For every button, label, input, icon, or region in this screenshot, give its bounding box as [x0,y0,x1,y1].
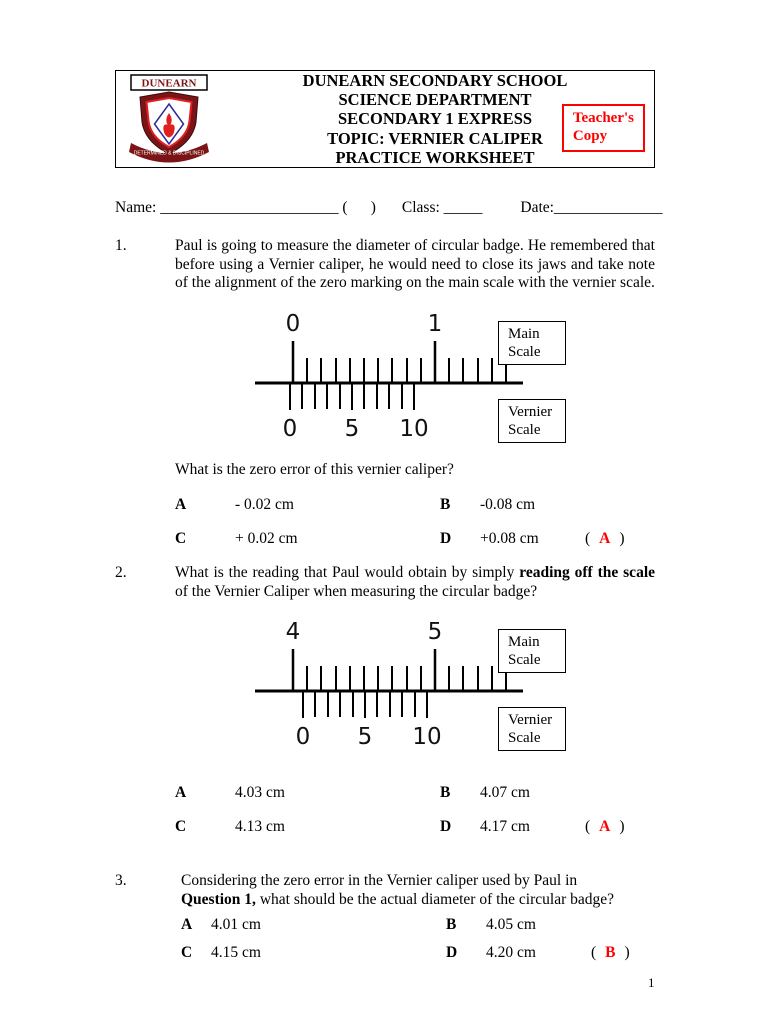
question-2-answer-indicator [585,817,655,836]
crest-motto: DETERMINED & DISCIPLINED [133,150,205,157]
option-c-label: C [175,818,187,835]
question-2-text-segment-2: of the Vernier Caliper when measuring the circular badge? [175,582,538,600]
option-b-label: B [440,784,451,801]
option-a-label: A [175,784,187,801]
school-name: DUNEARN SECONDARY SCHOOL [302,71,568,90]
option-b-value: -0.08 cm [480,496,536,513]
question-2-text [175,564,655,601]
main-scale-box-line2: Scale [508,652,541,668]
vernier-five-label: 5 [344,415,360,442]
question-3-text [181,872,655,909]
option-d-value: +0.08 cm [480,530,539,547]
worksheet-content [115,70,663,962]
option-b-label: B [440,496,451,513]
answer-letter: A [599,530,611,547]
vernier-zero-label: 0 [295,724,311,750]
option-c-value: 4.15 cm [211,944,261,961]
option-d-value: 4.20 cm [486,944,536,961]
main-scale-label-box [498,629,566,673]
page-number: 1 [648,975,655,990]
option-c-label: C [175,530,187,547]
options-spacer [591,915,655,934]
question-3-text-segment-2: what should be the actual diameter of the circular badge? [255,890,615,908]
answer-letter: B [605,944,616,961]
vernier-caliper-scale-drawing-1 [255,305,535,445]
option-a-value: 4.03 cm [235,784,285,801]
option-d-label: D [446,944,458,961]
header-box [115,70,655,168]
question-2-body [175,564,655,836]
question-3 [115,872,655,962]
badge-line-1: Teacher's [572,110,634,126]
option-c-label: C [181,944,193,961]
student-info-line [115,199,663,217]
question-3-answer-indicator [591,943,655,962]
question-1-answer-indicator [585,529,655,548]
option-d-label: D [440,818,452,835]
option-d-label: D [440,530,452,547]
vernier-scale-ticks [290,383,414,410]
school-logo [119,72,219,166]
main-scale-zero-label: 0 [285,310,301,337]
answer-paren-close: ) [624,944,630,961]
vernier-scale-box-line2: Scale [508,421,541,438]
vernier-five-label: 5 [357,724,373,750]
question-2-text-bold: reading off the scale [519,564,655,581]
question-2-options [175,783,655,836]
main-scale-five-label: 5 [427,619,443,645]
question-2-text-segment: What is the reading that Paul would obtain by simply [175,564,520,581]
main-scale-ticks [293,649,506,691]
options-spacer [585,495,655,514]
vernier-scale-box-line1: Vernier [508,403,553,420]
vernier-caliper-scale-drawing-2 [255,613,535,753]
answer-paren-open: ( [585,530,591,547]
worksheet-title: PRACTICE WORKSHEET [335,147,535,167]
vernier-diagram-1 [255,305,655,453]
main-scale-label-box [498,321,566,365]
topic-line: TOPIC: VERNIER CALIPER [327,128,543,148]
option-a-label: A [181,916,193,933]
main-scale-four-label: 4 [285,619,301,645]
answer-paren-close: ) [619,818,625,835]
question-3-body [181,872,655,962]
vernier-diagram-2 [255,613,655,761]
answer-letter: A [599,818,611,835]
question-3-text-bold: Question 1, [181,890,256,908]
option-b-value: 4.07 cm [480,784,530,801]
vernier-scale-box-line2: Scale [508,730,541,746]
vernier-scale-label-box [498,399,566,443]
level-line: SECONDARY 1 EXPRESS [337,109,533,129]
question-1-body [175,237,655,548]
badge-line-2: Copy [572,128,608,144]
answer-paren-open: ( [591,944,597,961]
main-scale-one-label: 1 [427,310,443,337]
question-3-options [181,915,655,962]
vernier-scale-box-line1: Vernier [508,712,553,728]
date-field: Date:______________ [520,199,663,216]
option-d-value: 4.17 cm [480,818,530,835]
main-scale-box-line1: Main [508,634,540,650]
answer-paren-close: ) [619,530,625,547]
question-1-text: Paul is going to measure the diameter of circular badge. He remembered that before using a Vernier caliper, he would need to close its jaws and take note of the alignment of the zero marking on the main scale with the vernier scale. [175,237,655,291]
name-field: Name: _______________________ ( ) [115,199,376,216]
class-field: Class: _____ [401,199,483,216]
option-a-label: A [175,496,187,513]
logo-school-name: DUNEARN [141,77,197,90]
question-2-number: 2. [115,564,127,581]
question-1 [115,237,655,548]
question-1-options [175,495,655,548]
option-b-value: 4.05 cm [486,916,536,933]
option-a-value: 4.01 cm [211,916,261,933]
question-2 [115,564,655,836]
vernier-scale-label-box [498,707,566,751]
department-line: SCIENCE DEPARTMENT [338,90,532,110]
option-a-value: - 0.02 cm [235,496,294,513]
vernier-scale-ticks [303,691,427,718]
answer-paren-open: ( [585,818,591,835]
vernier-zero-label: 0 [282,415,298,442]
main-scale-ticks [293,341,506,383]
vernier-ten-label: 10 [412,724,442,750]
option-b-label: B [446,916,457,933]
teachers-copy-badge [562,104,645,152]
question-3-text-segment: Considering the zero error in the Vernier caliper used by Paul in [181,872,578,889]
vernier-ten-label: 10 [399,415,429,442]
question-1-number: 1. [115,237,127,254]
option-c-value: 4.13 cm [235,818,285,835]
main-scale-box-line2: Scale [508,343,541,360]
question-3-number: 3. [115,872,127,889]
main-scale-box-line1: Main [508,325,540,342]
question-1-prompt: What is the zero error of this vernier caliper? [175,460,454,478]
school-crest-icon [121,72,217,166]
option-c-value: + 0.02 cm [235,530,298,547]
options-spacer [585,783,655,802]
